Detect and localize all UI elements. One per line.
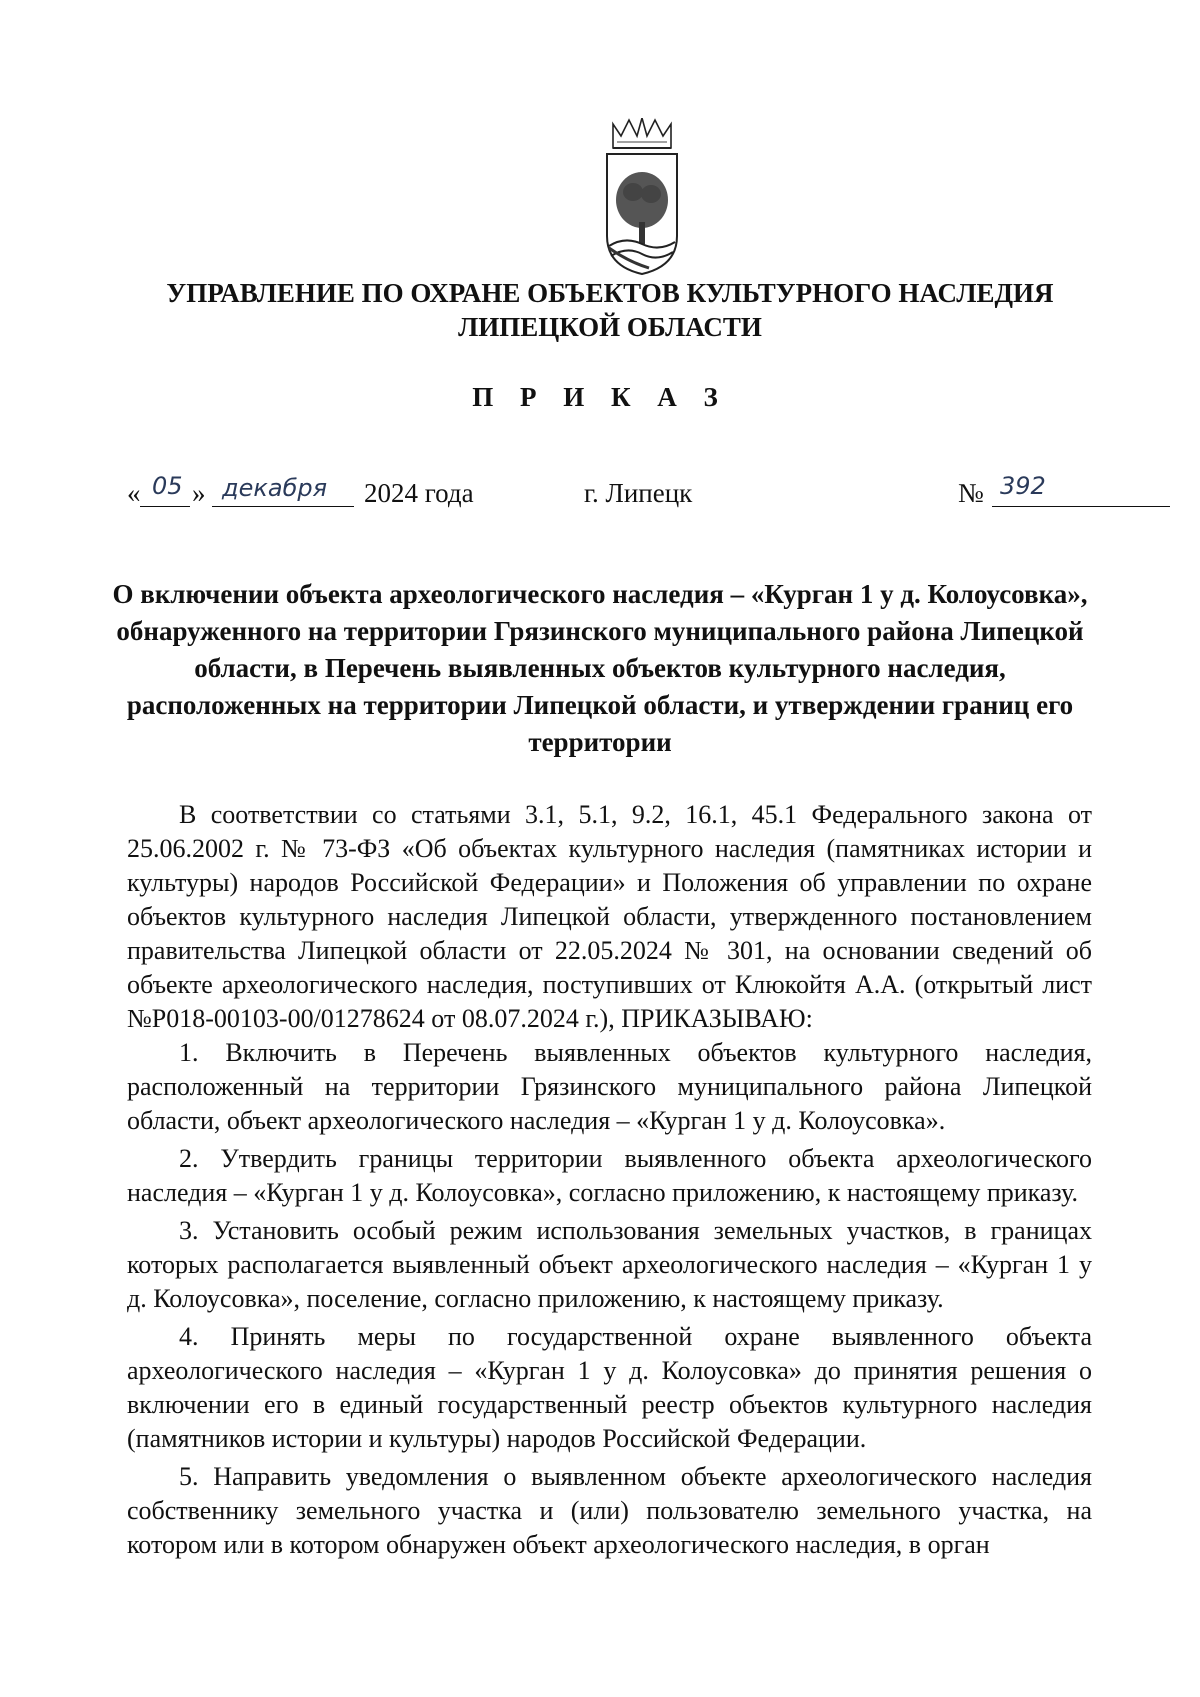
day-underline bbox=[140, 506, 190, 507]
document-type: П Р И К А З bbox=[472, 382, 728, 412]
order-body bbox=[127, 798, 1092, 1562]
item-2-paragraph: 2. Утвердить границы территории выявленного объекта археологического наследия – «Курган 1 у д. Колоусовка», согласно приложению, к настоящему приказу. bbox=[127, 1144, 1092, 1207]
number-underline bbox=[992, 506, 1170, 507]
subject-line-5: территории bbox=[528, 727, 672, 757]
organization-line-2: ЛИПЕЦКОЙ ОБЛАСТИ bbox=[458, 312, 762, 342]
date-month-handwritten: декабря bbox=[222, 474, 328, 502]
order-subject bbox=[110, 576, 1090, 761]
coat-of-arms-icon bbox=[599, 118, 685, 276]
order-number-handwritten: 392 bbox=[1000, 472, 1046, 500]
date-line bbox=[0, 472, 1200, 518]
date-year: 2024 года bbox=[364, 478, 474, 508]
item-1-paragraph: 1. Включить в Перечень выявленных объектов культурного наследия, расположенный на территории Грязинского муниципального района Липецкой области, объект археологического наследия – «Курган 1 у д. Колоусовка». bbox=[127, 1038, 1092, 1135]
city: г. Липецк bbox=[584, 478, 693, 508]
subject-line-1: О включении объекта археологического наследия – «Курган 1 у д. Колоусовка», bbox=[112, 579, 1088, 609]
item-5-paragraph: 5. Направить уведомления о выявленном объекте археологического наследия собственнику земельного участка и (или) пользователю земельного участка, на котором или в котором обнаружен объект археологического наследия, в орган bbox=[127, 1462, 1092, 1559]
item-4-paragraph: 4. Принять меры по государственной охране выявленного объекта археологического наследия – «Курган 1 у д. Колоусовка» до принятия решения о включении его в единый государственный реестр объектов культурного наследия (памятников истории и культуры) народов Российской Федерации. bbox=[127, 1322, 1092, 1453]
number-sign: № bbox=[958, 478, 984, 508]
organization-line-1: УПРАВЛЕНИЕ ПО ОХРАНЕ ОБЪЕКТОВ КУЛЬТУРНОГО НАСЛЕДИЯ bbox=[166, 278, 1054, 308]
date-close-quote: » bbox=[192, 478, 206, 508]
month-underline bbox=[212, 506, 354, 507]
organization-name bbox=[130, 276, 1090, 344]
date-open-quote: « bbox=[127, 478, 141, 508]
preamble-paragraph: В соответствии со статьями 3.1, 5.1, 9.2, 16.1, 45.1 Федерального закона от 25.06.2002 г. № 73-ФЗ «Об объектах культурного наследия (памятниках истории и культуры) народов Российской Федерации» и Положения об управлении по охране объектов культурного наследия Липецкой области, утвержденного постановлением правительства Липецкой области от 22.05.2024 № 301, на основании сведений об объекте археологического наследия, поступивших от Клюкойтя А.А. (открытый лист №Р018-00103-00/01278624 от 08.07.2024 г.), ПРИКАЗЫВАЮ: bbox=[127, 800, 1092, 1033]
subject-line-3: области, в Перечень выявленных объектов культурного наследия, bbox=[194, 653, 1006, 683]
subject-line-2: обнаруженного на территории Грязинского муниципального района Липецкой bbox=[116, 616, 1084, 646]
date-day-handwritten: 05 bbox=[152, 472, 183, 500]
item-3-paragraph: 3. Установить особый режим использования земельных участков, в границах которых располагается выявленный объект археологического наследия – «Курган 1 у д. Колоусовка», поселение, согласно приложению, к настоящему приказу. bbox=[127, 1216, 1092, 1313]
subject-line-4: расположенных на территории Липецкой области, и утверждении границ его bbox=[126, 690, 1074, 720]
